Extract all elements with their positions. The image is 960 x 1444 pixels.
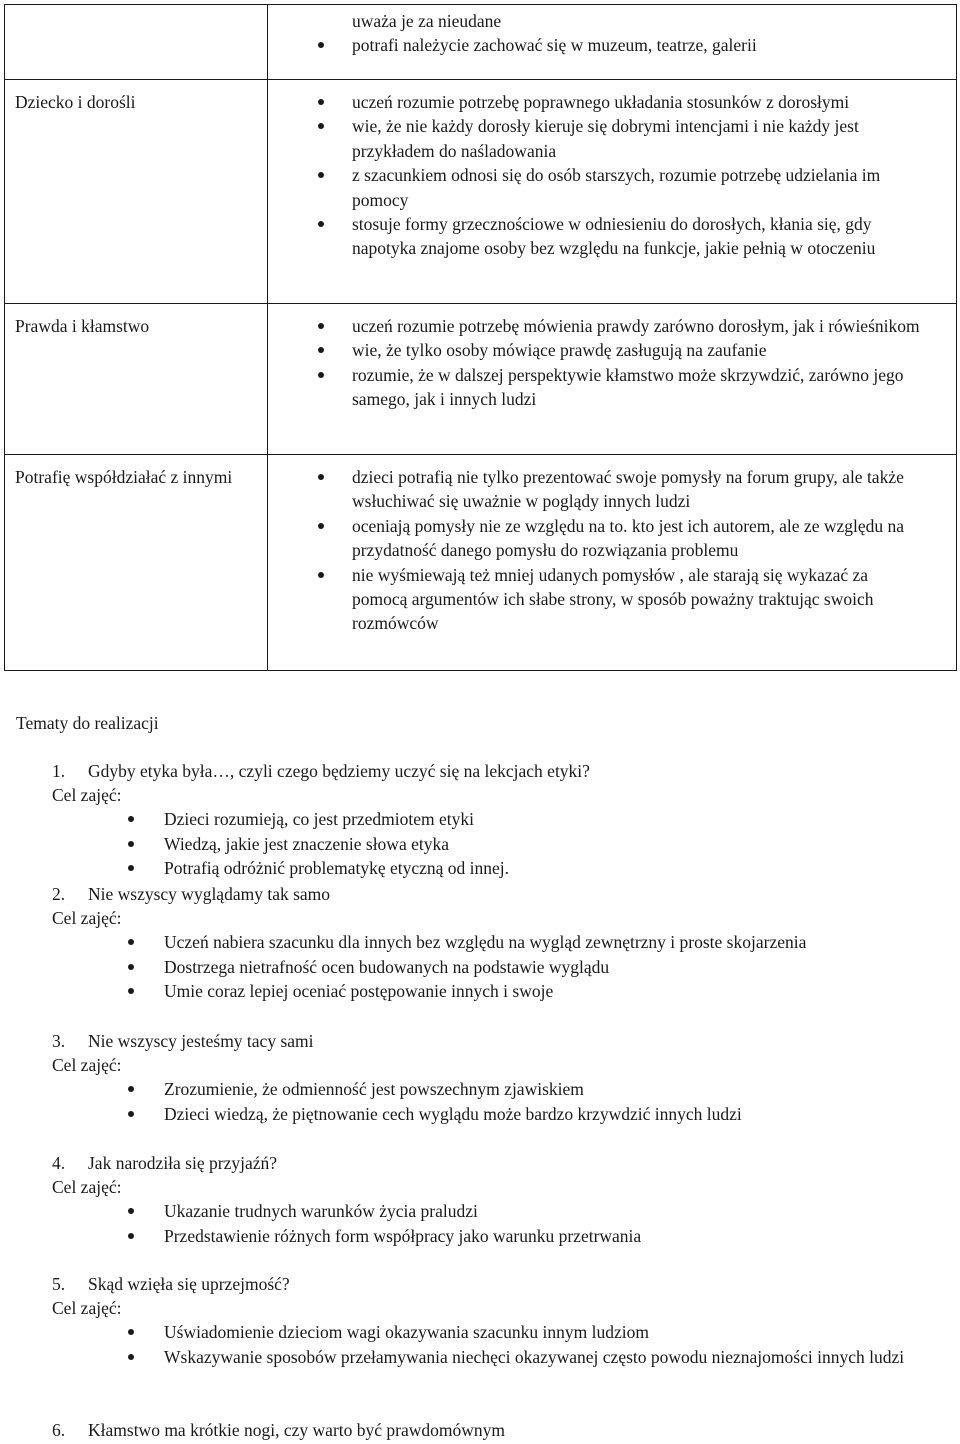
- topic-title-text: Nie wszyscy wyglądamy tak samo: [88, 884, 331, 904]
- list-item: rozumie, że w dalszej perspektywie kłamstwo może skrzywdzić, zarówno jego samego, jak i innych ludzi: [268, 363, 956, 412]
- topic-title-text: Jak narodziła się przyjaźń?: [88, 1153, 278, 1173]
- list-item: Wskazywanie sposobów przełamywania niechęci okazywanej często powodu nieznajomości innych ludzi: [0, 1345, 940, 1370]
- row-label: Potrafię współdziałać z innymi: [5, 455, 268, 671]
- cel-label: Cel zajęć:: [52, 785, 122, 805]
- list-item: nie wyśmiewają też mniej udanych pomysłów , ale starają się wykazać za pomocą argumentów ich słabe strony, w sposób poważny traktując swoich rozmówców: [268, 563, 956, 636]
- list-item: dzieci potrafią nie tylko prezentować swoje pomysły na forum grupy, ale także wsłuchiwać się uważnie w poglądy innych ludzi: [268, 465, 956, 514]
- row-label-empty: [5, 5, 268, 80]
- row-label: Prawda i kłamstwo: [5, 304, 268, 455]
- topic-title: [52, 759, 590, 783]
- list-item: uczeń rozumie potrzebę poprawnego układania stosunków z dorosłymi: [268, 90, 956, 114]
- topic-title: [52, 1418, 505, 1442]
- list-item: wie, że nie każdy dorosły kieruje się dobrymi intencjami i nie każdy jest przykładem do naśladowania: [268, 114, 956, 163]
- topic-number: 4.: [52, 1153, 66, 1173]
- cel-label: Cel zajęć:: [52, 1177, 122, 1197]
- list-item: Uświadomienie dzieciom wagi okazywania szacunku innym ludziom: [0, 1320, 940, 1345]
- list-item: uczeń rozumie potrzebę mówienia prawdy zarówno dorosłym, jak i rówieśnikom: [268, 314, 956, 338]
- list-item: Uczeń nabiera szacunku dla innych bez względu na wygląd zewnętrzny i proste skojarzenia: [0, 930, 940, 955]
- row-content: [268, 80, 957, 304]
- topic-title: [52, 1151, 277, 1175]
- table-row: [5, 304, 957, 455]
- topic-number: 5.: [52, 1274, 66, 1294]
- topic-number: 2.: [52, 884, 66, 904]
- topics-heading: Tematy do realizacji: [16, 713, 159, 733]
- topic-goals: [0, 930, 940, 1004]
- topic-title: [52, 1029, 314, 1053]
- outcomes-list: [268, 465, 956, 636]
- outcomes-list: [268, 90, 956, 261]
- topic-title-text: Skąd wzięła się uprzejmość?: [88, 1274, 290, 1294]
- topic-title-text: Nie wszyscy jesteśmy tacy sami: [88, 1031, 314, 1051]
- list-item: Umie coraz lepiej oceniać postępowanie innych i swoje: [0, 979, 940, 1004]
- topic-title: [52, 882, 330, 906]
- list-item: Wiedzą, jakie jest znaczenie słowa etyka: [0, 832, 940, 857]
- topic-number: 6.: [52, 1420, 66, 1440]
- cel-label: Cel zajęć:: [52, 1055, 122, 1075]
- topic-number: 1.: [52, 761, 66, 781]
- list-item: Ukazanie trudnych warunków życia praludzi: [0, 1199, 940, 1224]
- list-item: uważa je za nieudane: [352, 11, 502, 31]
- topic-goals: [0, 1320, 940, 1369]
- list-item: Potrafią odróżnić problematykę etyczną od innej.: [0, 856, 940, 881]
- list-item: stosuje formy grzecznościowe w odniesieniu do dorosłych, kłania się, gdy napotyka znajome osoby bez względu na funkcje, jakie pełnią w otoczeniu: [268, 212, 956, 261]
- curriculum-table: [4, 4, 957, 671]
- list-item: Dzieci wiedzą, że piętnowanie cech wyglądu może bardzo krzywdzić innych ludzi: [0, 1102, 940, 1127]
- topic-goals: [0, 807, 940, 881]
- list-item: z szacunkiem odnosi się do osób starszych, rozumie potrzebę udzielania im pomocy: [268, 163, 956, 212]
- outcomes-list: [268, 314, 956, 412]
- list-item: Dostrzega nietrafność ocen budowanych na podstawie wyglądu: [0, 955, 940, 980]
- cel-label: Cel zajęć:: [52, 908, 122, 928]
- row-content: [268, 304, 957, 455]
- list-item: Dzieci rozumieją, co jest przedmiotem etyki: [0, 807, 940, 832]
- list-item: wie, że tylko osoby mówiące prawdę zasługują na zaufanie: [268, 338, 956, 362]
- cel-label: Cel zajęć:: [52, 1298, 122, 1318]
- list-item: oceniają pomysły nie ze względu na to. kto jest ich autorem, ale ze względu na przydatność danego pomysłu do rozwiązania problemu: [268, 514, 956, 563]
- topic-title-text: Kłamstwo ma krótkie nogi, czy warto być prawdomównym: [88, 1420, 505, 1440]
- topic-number: 3.: [52, 1031, 66, 1051]
- row-content: [268, 455, 957, 671]
- topic-goals: [0, 1199, 940, 1248]
- table-row: [5, 80, 957, 304]
- table-row: [5, 455, 957, 671]
- topic-goals: [0, 1077, 940, 1126]
- topic-title: [52, 1272, 290, 1296]
- list-item: Przedstawienie różnych form współpracy jako warunku przetrwania: [0, 1224, 940, 1249]
- topic-title-text: Gdyby etyka była…, czyli czego będziemy uczyć się na lekcjach etyki?: [88, 761, 590, 781]
- list-item: potrafi należycie zachować się w muzeum, teatrze, galerii: [268, 33, 956, 57]
- outcomes-list: [268, 9, 956, 58]
- table-row-continued: [5, 5, 957, 80]
- row-content: [268, 5, 957, 80]
- list-item: Zrozumienie, że odmienność jest powszechnym zjawiskiem: [0, 1077, 940, 1102]
- row-label: Dziecko i dorośli: [5, 80, 268, 304]
